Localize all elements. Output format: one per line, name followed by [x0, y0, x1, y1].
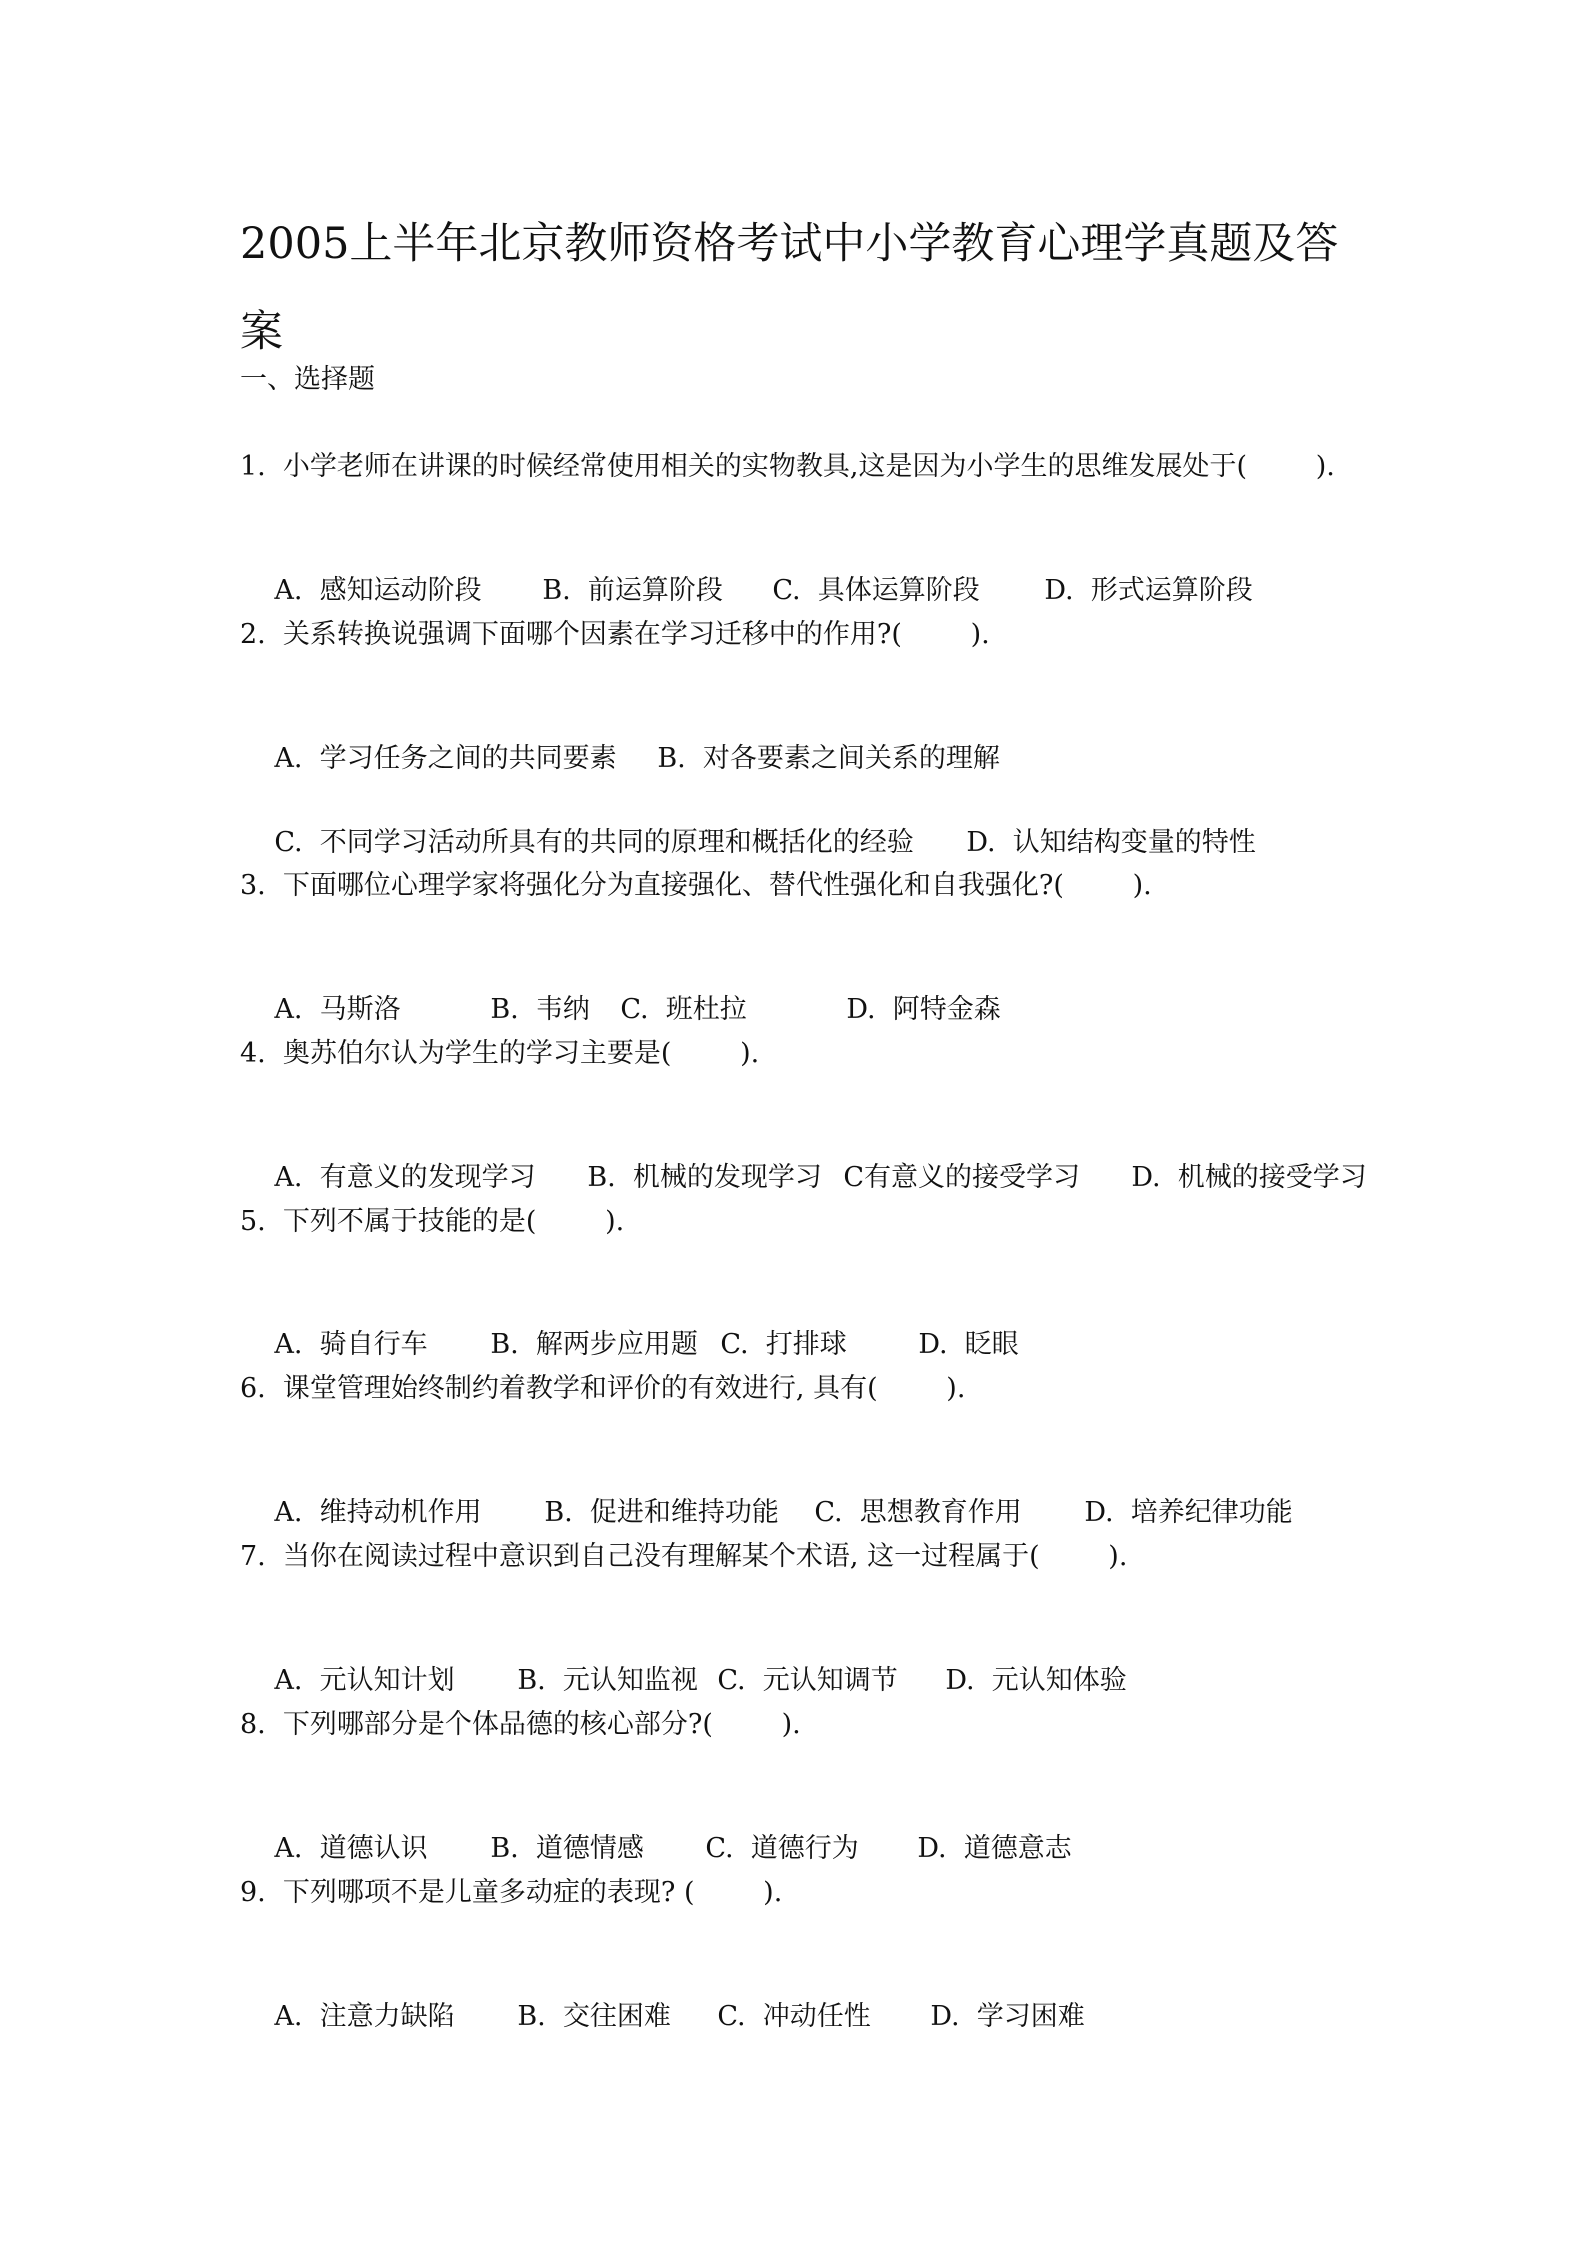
option-a: A. 骑自行车 — [274, 1329, 428, 1360]
option-d: D. 元认知体验 — [945, 1665, 1127, 1696]
question-8-stem: 8. 下列哪部分是个体品德的核心部分?( ). — [240, 1709, 801, 1740]
option-b: B. 机械的发现学习 — [587, 1162, 822, 1193]
question-2-stem: 2. 关系转换说强调下面哪个因素在学习迁移中的作用?( ). — [240, 619, 990, 650]
option-c: C. 冲动任性 — [717, 2001, 871, 2032]
option-c: C有意义的接受学习 — [843, 1162, 1081, 1193]
option-a: A. 马斯洛 — [274, 994, 401, 1025]
option-c: C. 思想教育作用 — [814, 1497, 1022, 1528]
option-d: D. 形式运算阶段 — [1044, 575, 1253, 606]
option-c: C. 班杜拉 — [620, 994, 747, 1025]
option-b: B. 促进和维持功能 — [544, 1497, 779, 1528]
option-b: B. 交往困难 — [517, 2001, 671, 2032]
option-c: C. 具体运算阶段 — [772, 575, 980, 606]
question-4-stem: 4. 奥苏伯尔认为学生的学习主要是( ). — [240, 1038, 760, 1069]
option-a: A. 维持动机作用 — [274, 1497, 482, 1528]
option-c: C. 打排球 — [720, 1329, 847, 1360]
option-c: C. 道德行为 — [705, 1833, 859, 1864]
section-heading: 一、选择题 — [240, 364, 375, 395]
document-title: 2005上半年北京教师资格考试中小学教育心理学真题及答案 — [240, 219, 1339, 357]
option-d: D. 眨眼 — [918, 1329, 1019, 1360]
question-3-stem: 3. 下面哪位心理学家将强化分为直接强化、替代性强化和自我强化?( ). — [240, 870, 1152, 901]
option-b: B. 元认知监视 — [517, 1665, 698, 1696]
question-9-options — [240, 1957, 1085, 2077]
option-d: D. 学习困难 — [930, 2001, 1085, 2032]
question-1-stem: 1. 小学老师在讲课的时候经常使用相关的实物教具,这是因为小学生的思维发展处于( ). — [240, 451, 1335, 482]
option-d: D. 培养纪律功能 — [1084, 1497, 1293, 1528]
option-b: B. 前运算阶段 — [542, 575, 723, 606]
option-a: A. 有意义的发现学习 — [274, 1162, 536, 1193]
option-b: B. 道德情感 — [490, 1833, 644, 1864]
option-b: B. 对各要素之间关系的理解 — [657, 743, 1000, 774]
option-d: D. 机械的接受学习 — [1131, 1162, 1367, 1193]
option-b: B. 韦纳 — [490, 994, 590, 1025]
option-a: A. 元认知计划 — [274, 1665, 455, 1696]
question-9-stem: 9. 下列哪项不是儿童多动症的表现? ( ). — [240, 1877, 783, 1908]
option-a: A. 注意力缺陷 — [274, 2001, 455, 2032]
option-c: C. 不同学习活动所具有的共同的原理和概括化的经验 — [274, 827, 914, 858]
option-c: C. 元认知调节 — [717, 1665, 898, 1696]
question-6-stem: 6. 课堂管理始终制约着教学和评价的有效进行, 具有( ). — [240, 1373, 966, 1404]
option-d: D. 阿特金森 — [846, 994, 1001, 1025]
option-d: D. 认知结构变量的特性 — [966, 827, 1256, 858]
question-5-stem: 5. 下列不属于技能的是( ). — [240, 1206, 625, 1237]
option-a: A. 学习任务之间的共同要素 — [274, 743, 617, 774]
option-d: D. 道德意志 — [917, 1833, 1072, 1864]
option-a: A. 感知运动阶段 — [274, 575, 482, 606]
option-b: B. 解两步应用题 — [490, 1329, 698, 1360]
option-a: A. 道德认识 — [274, 1833, 428, 1864]
question-7-stem: 7. 当你在阅读过程中意识到自己没有理解某个术语, 这一过程属于( ). — [240, 1541, 1128, 1572]
